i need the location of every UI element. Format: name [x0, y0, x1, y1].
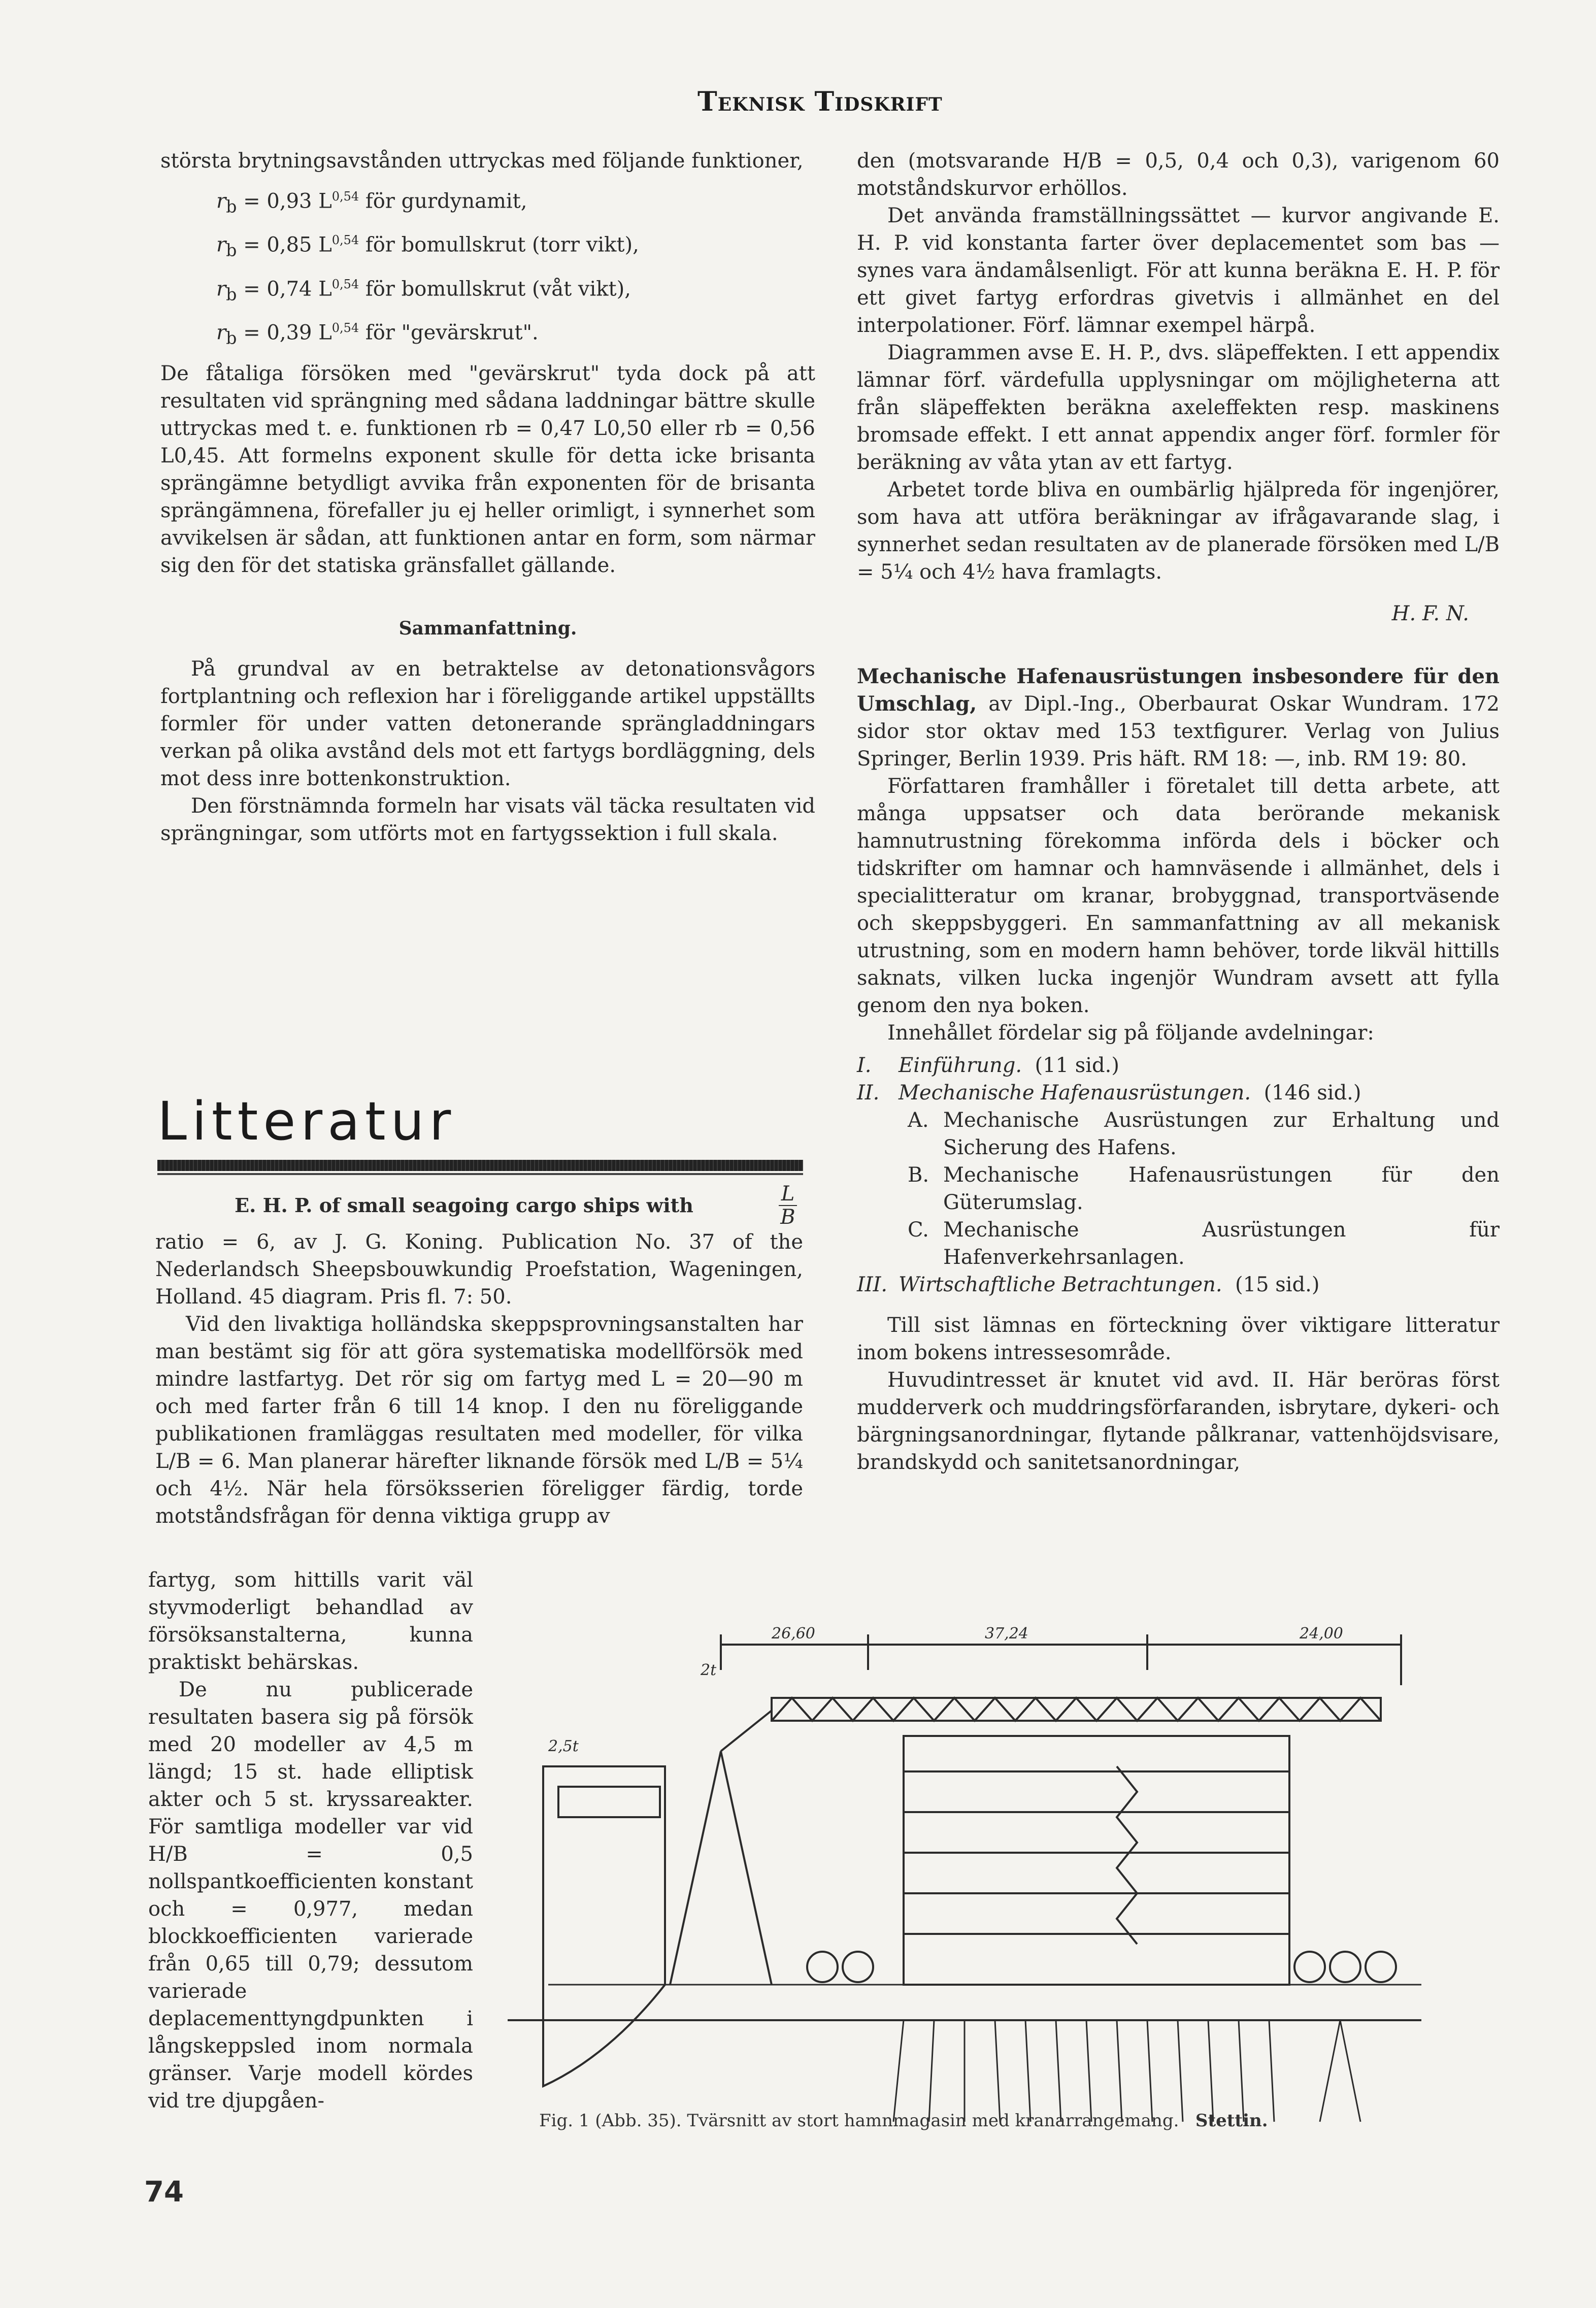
- paragraph-gevarskrut: De fåtaliga försöken med "gevärskrut" tyda dock på att resultaten vid sprängning med sådana laddningar bättre skulle uttryckas med t. e. funktionen rb = 0,47 L0,50 eller rb = 0,56 L0,45. Att formelns exponent skulle för detta icke brisanta sprängämne betydligt avvika från exponenten för de brisanta sprängämnena, förefaller ju ej heller orimligt, i synnerhet som avvikelsen är sådan, att funktionen antar en form, som närmar sig den för det statiska gränsfallet gällande.: [160, 362, 815, 578]
- right-p3: Diagrammen avse E. H. P., dvs. släpeffekten. I ett appendix lämnar förf. värdefulla upplysningar om möjligheterna att från släpeffekten beräkna axeleffekten resp. maskinens bromsade effekt. I ett annat appendix anger förf. formler för beräkning av våta ytan av ett fartyg.: [857, 341, 1500, 474]
- intro-text: största brytningsavstånden uttryckas med följande funktioner,: [160, 149, 804, 173]
- ship-deckhouse: [558, 1787, 660, 1817]
- book-review-title: Mechanische Hafenausrüstungen insbesondere für den Umschlag, av Dipl.-Ing., Oberbaurat Oskar Wundram. 172 sidor stor oktav med 153 textfigurer. Verlag von Julius Springer, Berlin 1939. Pris häft. RM 18: —, inb. RM 19: 80.: [857, 664, 1500, 771]
- toc-item-1: I. Einführung. (11 sid.): [857, 1054, 1119, 1077]
- toc-sub-c: C. Mechanische Ausrüstungen für Hafenverkehrsanlagen.: [908, 1218, 1500, 1269]
- ship-hull: [543, 1766, 665, 2086]
- left-column: [160, 147, 815, 847]
- ehp-meta: ratio = 6, av J. G. Koning. Publication No. 37 of the Nederlandsch Sheepsbouwkundig Proefstation, Wageningen, Holland. 45 diagram. Pris fl. 7: 50.: [155, 1230, 803, 1309]
- book-p2: Innehållet fördelar sig på följande avdelningar:: [887, 1021, 1374, 1045]
- summary-paragraph-2: Den förstnämnda formeln har visats väl täcka resultaten vid sprängningar, som utförts mot en fartygssektion i full skala.: [160, 794, 815, 846]
- ehp-narrow-column: [148, 1566, 473, 2115]
- crane-load-label-1: 2t: [701, 1661, 717, 1679]
- reviewer-signature: H. F. N.: [1391, 602, 1469, 625]
- ehp-title: E. H. P. of small seagoing cargo ships with: [235, 1194, 693, 1217]
- table-of-contents: [857, 1052, 1500, 1298]
- right-p4: Arbetet torde bliva en oumbärlig hjälpreda för ingenjörer, som hava att utföra beräkningar av ifrågavarande slag, i synnerhet sedan resultaten av de planerade försöken med L/B = 5¼ och 4½ hava framlagts.: [857, 478, 1500, 584]
- formula-block: [160, 183, 815, 352]
- right-p2: Det använda framställningssättet — kurvor angivande E. H. P. vid konstanta farter över deplacementet som bas — synes vara ändamålsenligt. För att kunna beräkna E. H. P. för ett givet fartyg erfordras givetvis i allmänhet en del interpolationer. Förf. lämnar exempel härpå.: [857, 204, 1500, 337]
- ehp-paragraph: Vid den livaktiga holländska skeppsprovningsanstalten har man bestämt sig för att göra systematiska modellförsök med mindre lastfartyg. Det rör sig om fartyg med L = 20—90 m och med farter från 6 till 14 knop. I den nu föreliggande publikationen framläggas resultaten med modeller, för vilka L/B = 6. Man planerar härefter liknande försök med L/B = 5¼ och 4½. När hela försöksserien föreligger färdig, torde motståndsfrågan för denna viktiga grupp av: [155, 1313, 803, 1528]
- foundation-piles: [893, 2020, 1360, 2122]
- ehp-narrow-1: fartyg, som hittills varit väl styvmoderligt behandlad av försöksanstalterna, kunna praktiskt behärskas.: [148, 1568, 473, 1674]
- summary-heading: Sammanfattning.: [398, 618, 577, 640]
- toc-sub-b: B. Mechanische Hafenausrüstungen für den Güterumslag.: [908, 1163, 1500, 1214]
- toc-sub-a: A. Mechanische Ausrüstungen zur Erhaltung und Sicherung des Hafens.: [908, 1109, 1500, 1159]
- warehouse-body: [904, 1736, 1289, 1985]
- staircase: [1117, 1766, 1137, 1944]
- section-rule-thin: [157, 1173, 803, 1175]
- section-title-litteratur: Litteratur: [157, 1090, 456, 1152]
- section-rule: [157, 1160, 803, 1171]
- summary-paragraph-1: På grundval av en betraktelse av detonationsvågors fortplantning och reflexion har i föreliggande artikel uppställts formler för under vatten detonerande sprängladdningars verkan på olika avstånd dels mot ett fartygs bordläggning, dels mot dess inre bottenkonstruktion.: [160, 657, 815, 791]
- formula-3: $r_b = 0,74$ L$^{0,54}$ för bomullskrut (våt vikt),: [216, 277, 631, 304]
- dimension-label-2: 37,24: [985, 1625, 1028, 1643]
- book-p4: Huvudintresset är knutet vid avd. II. Här beröras först mudderverk och muddringsförfaranden, isbrytare, dykeri- och bärgningsanordningar, flytande pålkranar, vattenhöjdsvisare, brandskydd och sanitetsanordningar,: [857, 1368, 1500, 1474]
- page-number: 74: [144, 2176, 184, 2209]
- book-p3: Till sist lämnas en förteckning över viktigare litteratur inom bokens intressesområde.: [857, 1314, 1500, 1364]
- figure-caption: Fig. 1 (Abb. 35). Tvärsnitt av stort hamnmagasin med kranarrangemang. Stettin.: [539, 2111, 1268, 2131]
- review-ehp: [155, 1183, 803, 1530]
- right-p1: den (motsvarande H/B = 0,5, 0,4 och 0,3), varigenom 60 motståndskurvor erhöllos.: [857, 149, 1500, 200]
- book-p1: Författaren framhåller i företalet till detta arbete, att många uppsatser och data berörande mekanisk hamnutrustning förekomma införda dels i böcker och tidskrifter om hamnar och hamnväsende i allmänhet, dels i specialitteratur om kranar, brobyggnad, transportväsende och skeppsbyggeri. En sammanfattning av all mekanisk utrustning, som en modern hamn behöver, torde likväl hittills saknats, vilken lucka ingenjör Wundram avsett att fylla genom den nya boken.: [857, 775, 1500, 1017]
- formula-1: $r_b = 0,93$ L$^{0,54}$ för gurdynamit,: [216, 189, 527, 217]
- dimension-label-1: 26,60: [772, 1625, 815, 1643]
- ehp-narrow-2: De nu publicerade resultaten basera sig på försök med 20 modeller av 4,5 m längd; 15 st. hade elliptisk akter och 5 st. kryssareakter. För samtliga modeller var vid H/B = 0,5 nollspantkoefficienten konstant och = 0,977, medan blockkoefficienten varierade från 0,65 till 0,79; dessutom varierade deplacementtyngdpunkten i långskeppsled inom normala gränser. Varje modell kördes vid tre djupgåen-: [148, 1678, 473, 2113]
- dimension-label-3: 24,00: [1300, 1625, 1343, 1643]
- ehp-title-row: [155, 1183, 803, 1228]
- right-column: [857, 147, 1500, 1476]
- formula-4: $r_b = 0,39$ L$^{0,54}$ för "gevärskrut".: [216, 320, 539, 348]
- ehp-fraction: L B: [773, 1183, 803, 1228]
- harbor-warehouse-cross-section-figure: [508, 1599, 1421, 2132]
- crane-load-label-2: 2,5t: [548, 1737, 579, 1755]
- journal-header: Teknisk Tidskrift: [697, 86, 943, 117]
- toc-item-3: III. Wirtschaftliche Betrachtungen. (15 sid.): [857, 1273, 1320, 1296]
- toc-item-2: II. Mechanische Hafenausrüstungen. (146 sid.): [857, 1081, 1361, 1105]
- formula-2: $r_b = 0,85$ L$^{0,54}$ för bomullskrut (torr vikt),: [216, 233, 639, 260]
